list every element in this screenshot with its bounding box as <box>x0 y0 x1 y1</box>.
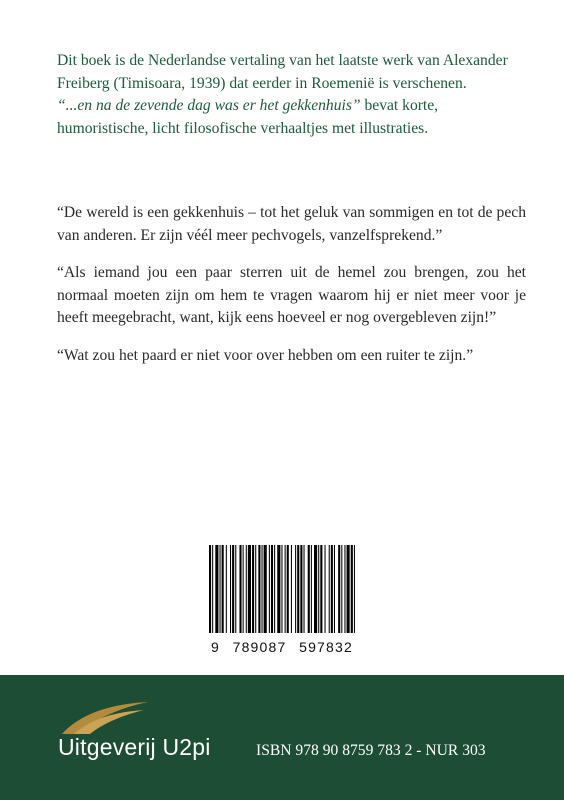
publisher-logo-swoosh-icon <box>60 700 150 736</box>
barcode-bar <box>347 545 350 633</box>
barcode-bar <box>246 545 247 633</box>
barcode-bar <box>297 545 299 633</box>
barcode-bar <box>255 545 256 633</box>
quote-3: “Wat zou het paard er niet voor over hebben om een ruiter te zijn.” <box>57 346 474 364</box>
barcode-bar <box>215 545 218 633</box>
barcode <box>209 545 355 655</box>
barcode-bar <box>239 545 241 633</box>
barcode-bars <box>209 545 355 635</box>
intro-paragraph <box>57 50 527 140</box>
barcode-bar <box>232 545 234 633</box>
barcode-bar <box>262 545 263 633</box>
barcode-bar <box>281 545 282 633</box>
barcode-bar <box>291 545 292 633</box>
intro-text: Dit boek is de Nederlandse vertaling van het laatste werk van Alexander Freiberg (Timisoara, 1939) dat eerder in Roemenië is verschenen. <box>57 52 508 92</box>
barcode-first-digit: 9 <box>211 639 220 655</box>
barcode-bar <box>277 545 280 633</box>
quote-1: “De wereld is een gekkenhuis – tot het geluk van sommigen en tot de pech van anderen. Er zijn véél meer pechvogels, vanzelfsprekend.” <box>57 204 526 244</box>
barcode-group-1: 789087 <box>232 639 287 655</box>
barcode-bar <box>338 545 340 633</box>
barcode-group-2: 597832 <box>299 639 353 655</box>
quote-2: “Als iemand jou een paar sterren uit de hemel zou brengen, zou het normaal moeten zijn om hem te vragen waarom hij er niet meer voor je heeft meegebracht, want, kijk eens hoeveel er nog overgebleven zijn!” <box>57 264 526 327</box>
barcode-bar <box>314 545 317 633</box>
barcode-bar <box>235 545 236 633</box>
barcode-bar <box>212 545 213 633</box>
barcode-bar <box>264 545 267 633</box>
intro-text-continued: bevat korte, humoristische, licht filosofische verhaaltjes met illustraties. <box>57 97 439 137</box>
barcode-bar <box>320 545 322 633</box>
barcode-bar <box>304 545 305 633</box>
barcode-bar <box>300 545 302 633</box>
barcode-bar <box>344 545 345 633</box>
barcode-bar <box>334 545 335 633</box>
barcode-bar <box>331 545 333 633</box>
barcode-bar <box>243 545 244 633</box>
barcode-bar <box>318 545 319 633</box>
barcode-bar <box>226 545 227 633</box>
barcode-bar <box>252 545 254 633</box>
barcode-bar <box>220 545 221 633</box>
barcode-bar <box>269 545 270 633</box>
book-title-italic: “...en na de zevende dag was er het gekkenhuis” <box>57 97 361 115</box>
barcode-bar <box>222 545 224 633</box>
barcode-bar <box>354 545 355 633</box>
barcode-bar <box>329 545 330 633</box>
barcode-bar <box>341 545 342 633</box>
barcode-bar <box>308 545 310 633</box>
isbn-nur: ISBN 978 90 8759 783 2 - NUR 303 <box>256 742 486 759</box>
publisher-name: Uitgeverij U2pi <box>58 734 211 760</box>
barcode-bar <box>351 545 353 633</box>
barcode-bar <box>311 545 312 633</box>
quotes-section <box>57 202 526 383</box>
barcode-bar <box>248 545 251 633</box>
barcode-bar <box>230 545 231 633</box>
barcode-bar <box>274 545 275 633</box>
barcode-bar <box>287 545 289 633</box>
barcode-bar <box>295 545 296 633</box>
barcode-bar <box>325 545 326 633</box>
barcode-bar <box>285 545 286 633</box>
barcode-bar <box>258 545 260 633</box>
barcode-bar <box>271 545 273 633</box>
barcode-digits <box>209 639 355 655</box>
barcode-bar <box>209 545 211 633</box>
